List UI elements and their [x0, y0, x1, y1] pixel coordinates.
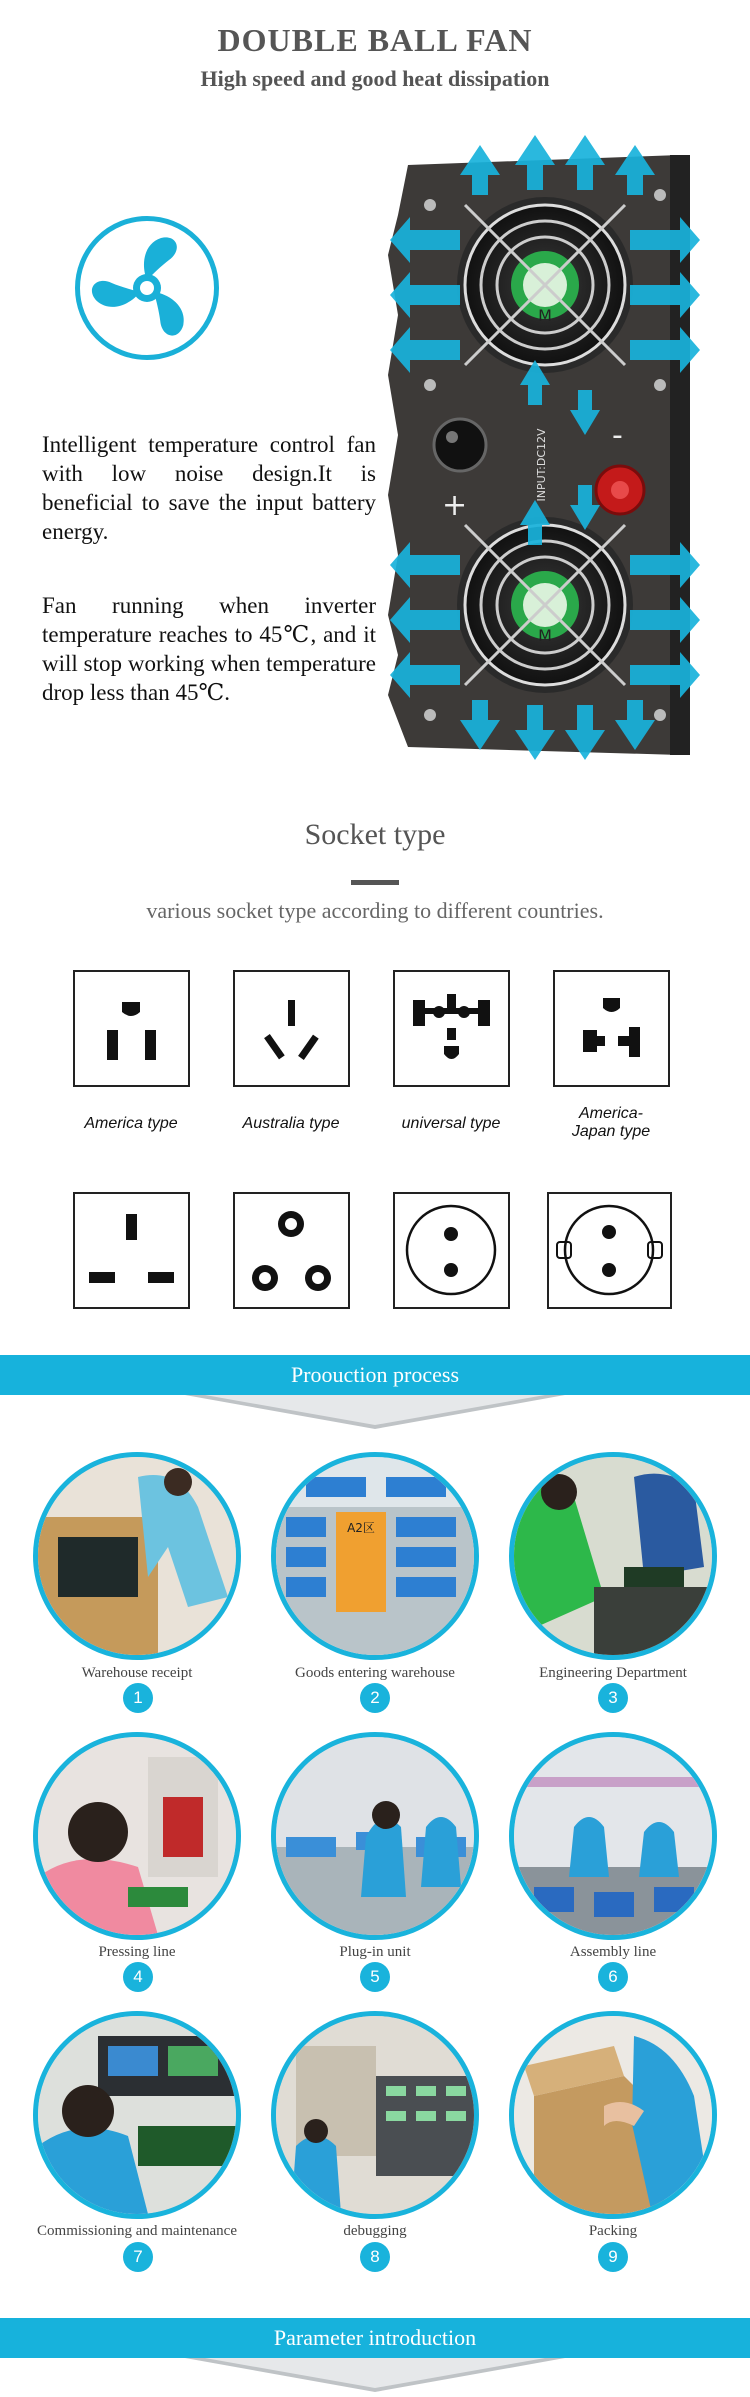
- universal-socket-icon: [395, 972, 508, 1085]
- parameter-banner-chevron: [185, 2358, 565, 2392]
- parameter-banner-title: Parameter introduction: [273, 2325, 477, 2350]
- socket-schuko: [393, 1192, 510, 1309]
- terminal-plus-label: +: [442, 488, 468, 523]
- socket-label-america-japan: America- Japan type: [571, 1105, 651, 1140]
- socket-label-universal: universal type: [401, 1115, 501, 1132]
- photo-engineering-department: [509, 1452, 717, 1660]
- fan-badge-1: M: [538, 306, 552, 325]
- photo-assembly-line: [509, 1732, 717, 1940]
- step-number-3: 3: [598, 1683, 628, 1713]
- photo-pressing-line: [33, 1732, 241, 1940]
- schuko-clip-socket-icon: [549, 1194, 670, 1307]
- socket-schuko-clips: [547, 1192, 672, 1309]
- socket-australia: [233, 970, 350, 1087]
- photo-goods-entering-warehouse: [271, 1452, 479, 1660]
- step-number-6: 6: [598, 1962, 628, 1992]
- america-socket-icon: [75, 972, 188, 1085]
- step-number-4: 4: [123, 1962, 153, 1992]
- step-label-9: Packing: [588, 2223, 638, 2239]
- step-label-1: Warehouse receipt: [81, 1665, 193, 1681]
- step-label-6: Assembly line: [569, 1944, 657, 1960]
- socket-america-japan: [553, 970, 670, 1087]
- step-label-8: debugging: [343, 2223, 407, 2239]
- step-label-3: Engineering Department: [539, 1665, 687, 1681]
- step-number-2: 2: [360, 1683, 390, 1713]
- socket-universal: [393, 970, 510, 1087]
- fan-badge-2: M: [538, 626, 552, 645]
- socket-section-title: Socket type: [304, 818, 446, 851]
- socket-label-america: America type: [84, 1115, 178, 1132]
- step-label-4: Pressing line: [98, 1944, 176, 1960]
- step-number-1: 1: [123, 1683, 153, 1713]
- step-label-2: Goods entering warehouse: [295, 1665, 455, 1681]
- fan-icon: [75, 216, 219, 360]
- step-number-9: 9: [598, 2242, 628, 2272]
- fan-description-2: Fan running when inverter temperature reaches to 45℃, and it will stop working when temperature drop less than 45℃.: [42, 593, 376, 705]
- photo-debugging: [271, 2011, 479, 2219]
- production-banner-title: Proouction process: [290, 1362, 460, 1387]
- photo-warehouse-receipt: [33, 1452, 241, 1660]
- socket-section-subtitle: various socket type according to different countries.: [146, 898, 604, 923]
- inverter-fan-illustration: [380, 135, 700, 765]
- terminal-minus-label: -: [612, 418, 623, 453]
- australia-socket-icon: [235, 972, 348, 1085]
- photo-plug-in-unit: [271, 1732, 479, 1940]
- schuko-socket-icon: [395, 1194, 508, 1307]
- input-rating-label: INPUT:DC12V: [535, 428, 548, 502]
- socket-round-three: [233, 1192, 350, 1309]
- socket-uk: [73, 1192, 190, 1309]
- step-number-8: 8: [360, 2242, 390, 2272]
- page-subtitle: High speed and good heat dissipation: [200, 66, 550, 91]
- photo-packing: [509, 2011, 717, 2219]
- step-number-7: 7: [123, 2242, 153, 2272]
- step-label-7: Commissioning and maintenance: [37, 2223, 237, 2239]
- socket-label-australia: Australia type: [242, 1115, 340, 1132]
- uk-socket-icon: [75, 1194, 188, 1307]
- socket-title-underline: [351, 880, 399, 885]
- step-label-5: Plug-in unit: [339, 1944, 411, 1960]
- shelf-tag-text: A2区: [347, 1521, 375, 1535]
- photo-commissioning-maintenance: [33, 2011, 241, 2219]
- socket-america: [73, 970, 190, 1087]
- step-number-5: 5: [360, 1962, 390, 1992]
- production-banner-chevron: [185, 1395, 565, 1429]
- america-japan-socket-icon: [555, 972, 668, 1085]
- round-pin-socket-icon: [235, 1194, 348, 1307]
- fan-description-1: Intelligent temperature control fan with low noise design.It is beneficial to save the input battery energy.: [42, 432, 376, 544]
- page-title: DOUBLE BALL FAN: [217, 22, 533, 58]
